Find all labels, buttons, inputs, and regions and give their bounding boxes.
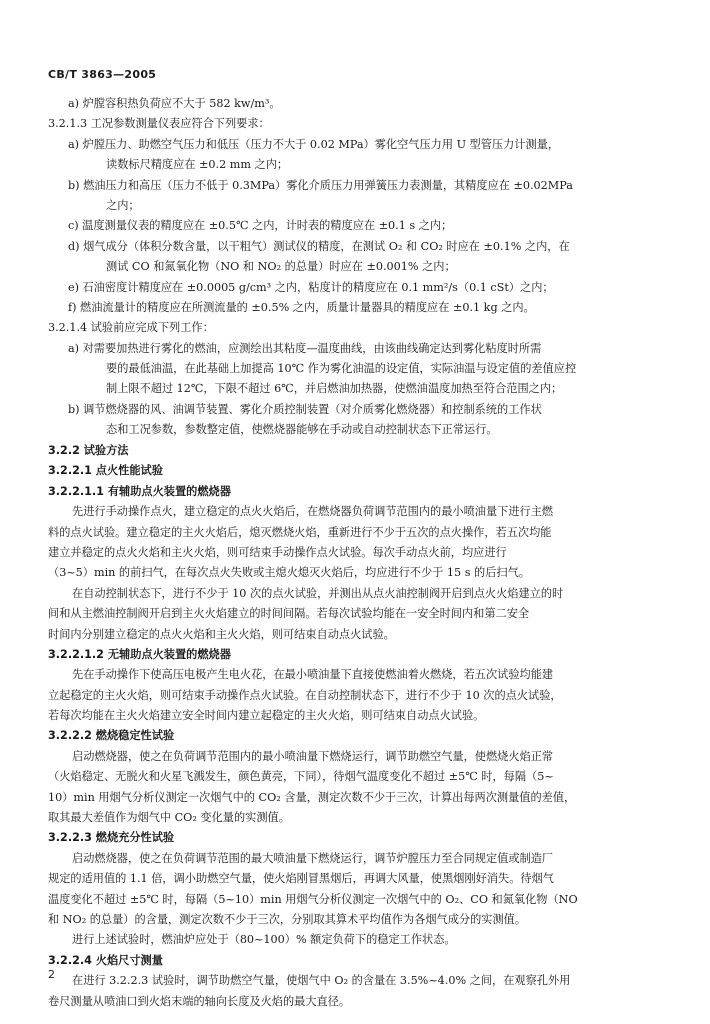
clause-3221-title: 3.2.2.1 点火性能试验 — [48, 464, 163, 478]
para-32211-line2: 料的点火试验。建立稳定的主火火焰后，熄灭燃烧火焰，重新进行不少于五次的点火操作，若五次均能 — [48, 525, 552, 539]
standard-number: CB/T 3863—2005 — [48, 68, 157, 81]
clause-3223-title: 3.2.2.3 燃烧充分性试验 — [48, 831, 175, 845]
item-b-line1: b) 燃油压力和高压（压力不低于 0.3MPa）雾化介质压力用弹簧压力表测量，其精度应在 ±0.02MPa — [68, 178, 573, 192]
para-3223-line5: 进行上述试验时，燃油炉应处于（80~100）% 额定负荷下的稳定工作状态。 — [72, 933, 456, 947]
clause-3213-title: 3.2.1.3 工况参数测量仪表应符合下列要求： — [48, 117, 270, 131]
clause-32211-title: 3.2.2.1.1 有辅助点火装置的燃烧器 — [48, 484, 231, 498]
para-3223-line4: 和 NO₂ 的总量）的含量，测定次数不少于三次，分别取其算术平均值作为各烟气成分的实测值。 — [48, 912, 527, 926]
clause-3222-title: 3.2.2.2 燃烧稳定性试验 — [48, 729, 175, 743]
item-c: c) 温度测量仪表的精度应在 ±0.5℃ 之内，计时表的精度应在 ±0.1 s 之内； — [68, 219, 453, 233]
para-3222-line1: 启动燃烧器，使之在负荷调节范围内的最小喷油量下燃烧运行，调节助燃空气量，使燃烧火焰正常 — [72, 749, 554, 763]
item-f: f) 燃油流量计的精度应在所测流量的 ±0.5% 之内，质量计量器具的精度应在 ±0.1 kg 之内。 — [68, 300, 535, 314]
clause-322-title: 3.2.2 试验方法 — [48, 444, 129, 457]
para-32211-line5: 在自动控制状态下，进行不少于 10 次的点火试验，并测出从点火油控制阀开启到点火火焰建立的时 — [72, 586, 564, 600]
body-text-methods — [48, 441, 678, 1012]
clause-3214-title: 3.2.1.4 试验前应完成下列工作： — [48, 321, 214, 335]
para-3224-line2: 卷尺测量从喷油口到火焰末端的轴向长度及火焰的最大直径。 — [48, 994, 351, 1008]
para-32211-line6: 间和从主燃油控制阀开启到主火火焰建立的时间间隔。若每次试验均能在一安全时间内和第二安全 — [48, 607, 530, 621]
para-32211-line4: （3~5）min 的前扫气，在每次点火失败或主熄火熄灭火焰后，均应进行不少于 15 s 的后扫气。 — [48, 566, 530, 580]
clause-a-heat-load: a) 炉膛容积热负荷应不大于 582 kw/m³。 — [68, 97, 281, 110]
para-3223-line3: 温度变化不超过 ±5℃ 时，每隔（5~10）min 用烟气分析仪测定一次烟气中的 O₂、CO 和氮氧化物（NO — [48, 892, 578, 906]
clause-32212-title: 3.2.2.1.2 无辅助点火装置的燃烧器 — [48, 647, 231, 661]
item-a-line1: a) 炉膛压力、助燃空气压力和低压（压力不大于 0.02 MPa）雾化空气压力用 U 型管压力计测量， — [68, 137, 560, 151]
prep-b-line1: b) 调节燃烧器的风、油调节装置、雾化介质控制装置（对介质雾化燃烧器）和控制系统的工作状 — [68, 402, 542, 416]
page-number: 2 — [48, 968, 55, 981]
para-3222-line3: 10）min 用烟气分析仪测定一次烟气中的 CO₂ 含量，测定次数不少于三次，计算出每两次测量值的差值， — [48, 790, 576, 804]
para-32212-line2: 立起稳定的主火火焰，则可结束手动操作点火试验。在自动控制状态下，进行不少于 10 次的点火试验， — [48, 688, 562, 702]
prep-a-line3: 制上限不超过 12℃，下限不超过 6℃，并启燃油加热器，使燃油温度加热至符合范围之内； — [106, 382, 563, 396]
para-32211-line1: 先进行手动操作点火，建立稳定的点火火焰后，在燃烧器负荷调节范围内的最小喷油量下进行主燃 — [72, 505, 554, 519]
prep-a-line1: a) 对需要加热进行雾化的燃油，应测绘出其粘度—温度曲线，由该曲线确定达到雾化粘度时所需 — [68, 341, 542, 355]
para-3222-line4: 取其最大差值作为烟气中 CO₂ 变化量的实测值。 — [48, 811, 290, 825]
para-3223-line2: 规定的适用值的 1.1 倍，调小助燃空气量，使火焰刚冒黑烟后，再调大风量，使黑烟刚好消失。待烟气 — [48, 872, 554, 886]
item-e: e) 石油密度计精度应在 ±0.0005 g/cm³ 之内，粘度计的精度应在 0.1 mm²/s（0.1 cSt）之内； — [68, 280, 554, 294]
para-3224-line1: 在进行 3.2.2.3 试验时，调节助燃空气量，使烟气中 O₂ 的含量在 3.5%~4.0% 之间，在观察孔外用 — [72, 974, 571, 988]
prep-a-line2: 要的最低油温，在此基础上加提高 10℃ 作为雾化油温的设定值，实际油温与设定值的差值应控 — [106, 362, 577, 376]
body-text-top — [48, 94, 678, 441]
item-d-line1: d) 烟气成分（体积分数含量，以干粗气）测试仪的精度，在测试 O₂ 和 CO₂ 时应在 ±0.1% 之内，在 — [68, 239, 570, 253]
clause-3224-title: 3.2.2.4 火焰尺寸测量 — [48, 953, 163, 967]
item-a-line2: 读数标尺精度应在 ±0.2 mm 之内； — [106, 158, 289, 172]
para-3223-line1: 启动燃烧器，使之在负荷调节范围的最大喷油量下燃烧运行，调节炉膛压力至合同规定值或制造厂 — [72, 851, 554, 865]
prep-b-line2: 态和工况参数，参数整定值，使燃烧器能够在手动或自动控制状态下正常运行。 — [106, 423, 498, 437]
para-32212-line1: 先在手动操作下使高压电极产生电火花，在最小喷油量下直接使燃油着火燃烧，若五次试验均能建 — [72, 668, 554, 682]
para-32211-line3: 建立并稳定的点火火焰和主火火焰，则可结束手动操作点火试验。每次手动点火前，均应进行 — [48, 545, 507, 559]
para-32212-line3: 若每次均能在主火火焰建立安全时间内建立起稳定的主火火焰，则可结束自动点火试验。 — [48, 709, 485, 723]
para-32211-line7: 时间内分别建立稳定的点火火焰和主火火焰，则可结束自动点火试验。 — [48, 627, 395, 641]
item-b-line2: 之内； — [106, 198, 140, 212]
item-d-line2: 测试 CO 和氮氧化物（NO 和 NO₂ 的总量）时应在 ±0.001% 之内； — [106, 260, 456, 274]
para-3222-line2: （火焰稳定、无脱火和火星飞溅发生，颜色黄亮，下同），待烟气温度变化不超过 ±5℃ 时，每隔（5~ — [48, 770, 554, 784]
